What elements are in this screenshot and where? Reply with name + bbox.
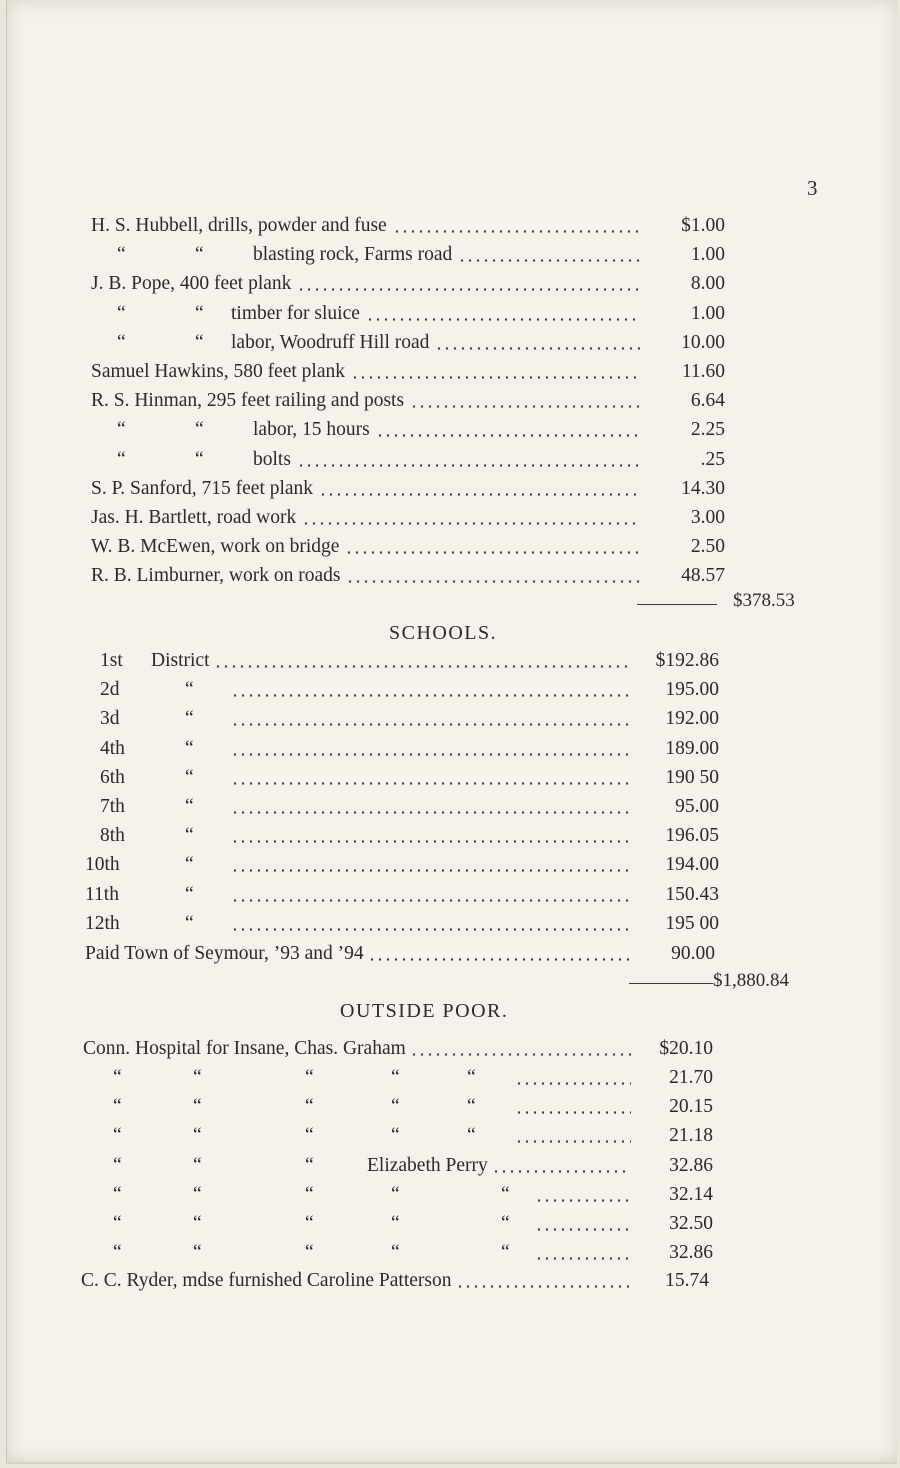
poor-item-amount: $20.10 [659, 1038, 713, 1059]
ditto-mark: “ [305, 1155, 314, 1176]
ditto-mark: “ [185, 825, 194, 847]
dot-leader [346, 580, 641, 583]
roads-row [91, 563, 877, 589]
dot-leader [231, 928, 633, 931]
poor-item-label: Conn. Hospital for Insane, Chas. Graham [83, 1038, 406, 1059]
dot-leader [297, 288, 641, 291]
dot-leader [368, 958, 633, 961]
ditto-mark: “ [305, 1067, 314, 1088]
ditto-mark: “ [113, 1125, 122, 1147]
ditto-mark: “ [501, 1213, 510, 1235]
schools-total: $1,880.84 [713, 970, 789, 991]
ditto-mark: “ [391, 1067, 400, 1088]
roads-item-amount: 8.00 [690, 273, 725, 295]
poor-row [83, 1153, 877, 1179]
roads-row [91, 242, 877, 268]
ditto-mark: “ [113, 1155, 122, 1176]
ditto-mark: “ [305, 1213, 314, 1235]
dot-leader [435, 347, 641, 350]
ditto-mark: “ [117, 302, 126, 324]
ditto-mark: “ [193, 1096, 202, 1118]
school-district-row [85, 882, 877, 908]
ditto-mark: “ [185, 883, 194, 905]
ditto-mark: “ [113, 1213, 122, 1235]
poor-item-amount: 32.50 [669, 1213, 713, 1235]
dot-leader [492, 1170, 631, 1173]
roads-item-amount: $1.00 [681, 215, 725, 236]
roads-item-label: R. B. Limburner, work on roads [91, 565, 341, 587]
dot-leader [393, 230, 641, 233]
ditto-mark: “ [113, 1096, 122, 1118]
poor-item-amount: 15.74 [665, 1270, 709, 1291]
dot-leader [297, 464, 641, 467]
roads-item-label: labor, Woodruff Hill road [231, 331, 430, 353]
roads-item-label: Samuel Hawkins, 580 feet plank [91, 361, 345, 382]
district-ordinal: 4th [100, 737, 125, 759]
ditto-mark: “ [467, 1096, 476, 1118]
roads-item-amount: 3.00 [690, 507, 725, 528]
poor-item-amount: 32.86 [669, 1155, 713, 1176]
school-district-row [85, 794, 877, 820]
dot-leader [214, 665, 634, 668]
dot-leader [535, 1199, 631, 1202]
poor-row [83, 1036, 877, 1062]
roads-item-amount: 14.30 [681, 477, 725, 499]
district-ordinal: 6th [100, 766, 125, 788]
poor-item-amount: 32.86 [669, 1242, 713, 1264]
poor-row [83, 1240, 877, 1266]
ditto-mark: “ [185, 679, 194, 701]
district-ordinal: 8th [100, 825, 125, 847]
district-amount: 194.00 [665, 854, 719, 876]
ditto-mark: “ [185, 796, 194, 817]
roads-item-label: H. S. Hubbell, drills, powder and fuse [91, 215, 387, 236]
roads-row [91, 505, 877, 531]
poor-row [83, 1211, 877, 1237]
district-amount: 195 00 [665, 912, 719, 934]
ditto-mark: “ [391, 1242, 400, 1264]
dot-leader [351, 376, 641, 379]
poor-row [83, 1182, 877, 1208]
district-amount: 195.00 [665, 679, 719, 701]
school-district-row [85, 706, 877, 732]
ditto-mark: “ [467, 1125, 476, 1147]
poor-item-amount: 32.14 [669, 1184, 713, 1205]
dot-leader [231, 869, 633, 872]
roads-item-amount: 1.00 [690, 302, 725, 324]
ditto-mark: “ [195, 331, 204, 353]
dot-leader [376, 434, 641, 437]
ditto-mark: “ [391, 1184, 400, 1205]
ditto-mark: “ [113, 1184, 122, 1205]
dot-leader [456, 1285, 629, 1288]
district-amount: 196.05 [665, 825, 719, 847]
roads-item-label: bolts [253, 448, 291, 470]
roads-item-amount: 2.25 [690, 419, 725, 441]
dot-leader [515, 1111, 631, 1114]
dot-leader [458, 259, 641, 262]
poor-item-amount: 21.18 [669, 1125, 713, 1147]
poor-item-label: C. C. Ryder, mdse furnished Caroline Patterson [81, 1270, 452, 1291]
roads-item-label: timber for sluice [231, 302, 360, 324]
roads-item-amount: 11.60 [681, 361, 725, 382]
ditto-mark: “ [501, 1184, 510, 1205]
roads-item-amount: 48.57 [681, 565, 725, 587]
ditto-mark: “ [117, 448, 126, 470]
poor-item-amount: 20.15 [669, 1096, 713, 1118]
ditto-mark: “ [193, 1067, 202, 1088]
roads-item-label: Jas. H. Bartlett, road work [91, 507, 297, 528]
dot-leader [231, 753, 633, 756]
district-amount: 150.43 [665, 883, 719, 905]
seymour-label: Paid Town of Seymour, ’93 and ’94 [85, 943, 364, 964]
dot-leader [515, 1082, 631, 1085]
roads-row [91, 330, 877, 356]
dot-leader [535, 1257, 631, 1260]
district-ordinal: 11th [85, 883, 119, 905]
ditto-mark: “ [193, 1125, 202, 1147]
dot-leader [410, 1053, 631, 1056]
roads-item-label: J. B. Pope, 400 feet plank [91, 273, 292, 295]
ditto-mark: “ [185, 854, 194, 876]
district-amount: $192.86 [655, 650, 719, 671]
district-ordinal: 10th [85, 854, 120, 876]
ditto-mark: “ [195, 302, 204, 324]
ditto-mark: “ [117, 419, 126, 441]
dot-leader [319, 493, 641, 496]
ditto-mark: “ [193, 1213, 202, 1235]
district-ordinal: 7th [100, 796, 125, 817]
seymour-row [85, 941, 877, 967]
schools-heading: SCHOOLS. [389, 622, 498, 644]
district-amount: 190 50 [665, 766, 719, 788]
roads-item-label: S. P. Sanford, 715 feet plank [91, 477, 314, 499]
schools-total-rule [629, 983, 713, 984]
school-district-row [85, 852, 877, 878]
patient-name: Elizabeth Perry [367, 1155, 488, 1176]
ditto-mark: “ [185, 708, 194, 730]
poor-row [83, 1065, 877, 1091]
roads-item-label: R. S. Hinman, 295 feet railing and posts [91, 390, 405, 412]
roads-item-label: W. B. McEwen, work on bridge [91, 536, 340, 558]
roads-item-label: blasting rock, Farms road [253, 244, 453, 266]
district-ordinal: 1st [100, 650, 123, 671]
ditto-mark: “ [113, 1242, 122, 1264]
dot-leader [535, 1228, 631, 1231]
roads-row [91, 388, 877, 414]
dot-leader [231, 694, 633, 697]
dot-leader [231, 840, 633, 843]
roads-item-amount: 6.64 [690, 390, 725, 412]
ditto-mark: “ [117, 244, 126, 266]
dot-leader [231, 723, 633, 726]
roads-row [91, 301, 877, 327]
district-amount: 189.00 [665, 737, 719, 759]
page-number: 3 [807, 176, 818, 200]
ditto-mark: “ [185, 737, 194, 759]
roads-row [91, 213, 877, 239]
ditto-mark: “ [305, 1125, 314, 1147]
poor-row [83, 1123, 877, 1149]
roads-item-amount: 2.50 [690, 536, 725, 558]
ditto-mark: “ [195, 419, 204, 441]
roads-row [91, 271, 877, 297]
district-amount: 95.00 [675, 796, 719, 817]
dot-leader [345, 551, 641, 554]
ditto-mark: “ [305, 1096, 314, 1118]
ditto-mark: “ [193, 1184, 202, 1205]
ditto-mark: “ [391, 1096, 400, 1118]
poor-item-amount: 21.70 [669, 1067, 713, 1088]
ledger-page [6, 0, 897, 1464]
district-amount: 192.00 [665, 708, 719, 730]
district-ordinal: 12th [85, 912, 120, 934]
dot-leader [302, 522, 641, 525]
poor-row [83, 1094, 877, 1120]
roads-row [91, 359, 877, 385]
seymour-amount: 90.00 [671, 943, 715, 964]
dot-leader [231, 782, 633, 785]
ditto-mark: “ [185, 912, 194, 934]
ditto-mark: “ [185, 766, 194, 788]
roads-item-amount: 10.00 [681, 331, 725, 353]
roads-row [91, 447, 877, 473]
roads-row [91, 476, 877, 502]
school-district-row [85, 765, 877, 791]
poor-row [81, 1268, 877, 1294]
school-district-row [85, 648, 877, 674]
roads-item-label: labor, 15 hours [253, 419, 370, 441]
roads-row [91, 534, 877, 560]
school-district-row [85, 823, 877, 849]
ditto-mark: “ [305, 1242, 314, 1264]
roads-item-amount: 1.00 [690, 244, 725, 266]
ditto-mark: “ [501, 1242, 510, 1264]
roads-total-rule [637, 604, 717, 605]
ditto-mark: “ [467, 1067, 476, 1088]
school-district-row [85, 677, 877, 703]
school-district-row [85, 911, 877, 937]
dot-leader [231, 899, 633, 902]
ditto-mark: “ [195, 448, 204, 470]
school-district-row [85, 736, 877, 762]
outside-poor-heading: OUTSIDE POOR. [340, 1000, 509, 1022]
ditto-mark: “ [113, 1067, 122, 1088]
ditto-mark: “ [391, 1213, 400, 1235]
dot-leader [366, 318, 641, 321]
district-ordinal: 2d [100, 679, 120, 701]
district-ordinal: 3d [100, 708, 120, 730]
dot-leader [231, 811, 633, 814]
roads-row [91, 417, 877, 443]
ditto-mark: “ [117, 331, 126, 353]
roads-total: $378.53 [733, 590, 795, 611]
ditto-mark: “ [195, 244, 204, 266]
ditto-mark: “ [193, 1242, 202, 1264]
district-label: District [151, 650, 210, 671]
ditto-mark: “ [305, 1184, 314, 1205]
ditto-mark: “ [193, 1155, 202, 1176]
dot-leader [410, 405, 641, 408]
roads-item-amount: .25 [700, 448, 725, 470]
ditto-mark: “ [391, 1125, 400, 1147]
dot-leader [515, 1140, 631, 1143]
